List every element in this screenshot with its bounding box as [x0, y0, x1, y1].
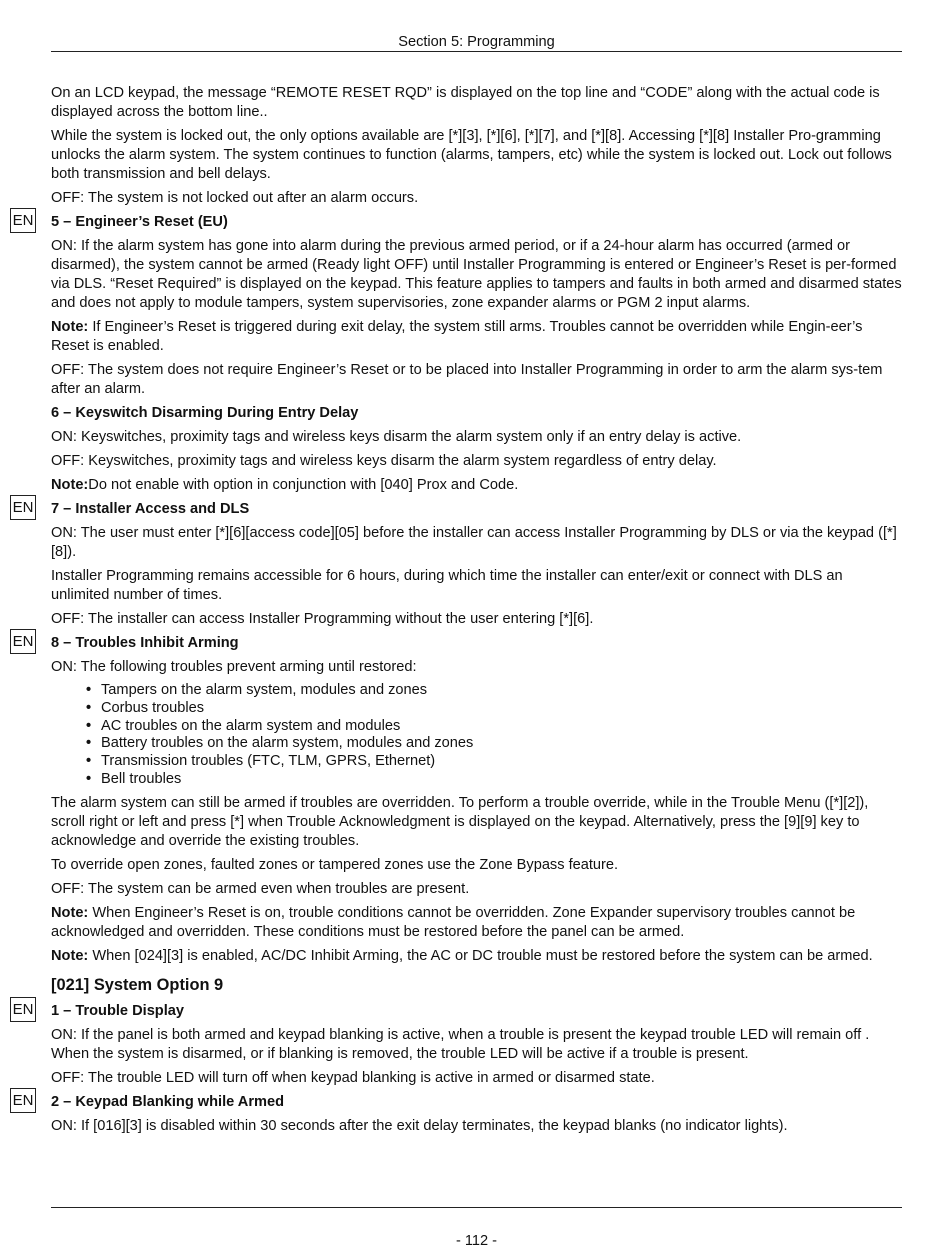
note-label: Note:: [51, 319, 89, 335]
en-badge: EN: [10, 495, 36, 520]
footer-rule: [51, 1207, 902, 1208]
paragraph: OFF: The trouble LED will turn off when keypad blanking is active in armed or disarmed state.: [51, 1069, 655, 1086]
option-heading-keypad-blanking: [12, 1091, 902, 1112]
note-label: Note:: [51, 947, 89, 964]
note-text: Do not enable with option in conjunction with [040] Prox and Code.: [88, 477, 519, 493]
list-item: • Transmission troubles (FTC, TLM, GPRS, Ethernet): [86, 753, 436, 770]
paragraph: ON: Keyswitches, proximity tags and wireless keys disarm the alarm system only if an entry delay is active.: [51, 429, 742, 445]
paragraph: OFF: The system does not require Engineer’s Reset or to be placed into Installer Programming in order to arm the alarm sys-tem after an alarm.: [51, 362, 883, 397]
option-heading-keyswitch: [51, 404, 902, 423]
heading-text: 8 – Troubles Inhibit Arming: [51, 635, 239, 651]
paragraph: OFF: The installer can access Installer Programming without the user entering [*][6].: [51, 611, 594, 627]
list-item: • Tampers on the alarm system, modules and zones: [86, 682, 428, 698]
heading-text: 2 – Keypad Blanking while Armed: [51, 1093, 285, 1110]
paragraph: ON: If the alarm system has gone into alarm during the previous armed period, or if a 24-hour alarm has occurred (armed or disarmed), the system cannot be armed (Ready light OFF) until Installer Programming is entered or Engineer’s Reset is per-formed via DLS. “Reset Required” is displayed on the keypad. This feature applies to tampers and faults in both armed and disarmed states and does not apply to module tampers, system supervisories, zone expander alarms or PGM 2 input alarms.: [51, 238, 902, 311]
paragraph: Installer Programming remains accessible for 6 hours, during which time the installer can enter/exit or connect with DLS an unlimited number of times.: [51, 568, 843, 603]
list-item: • Corbus troubles: [86, 699, 205, 716]
list-item: • AC troubles on the alarm system and modules: [86, 717, 401, 734]
paragraph: ON: If [016][3] is disabled within 30 seconds after the exit delay terminates, the keypad blanks (no indicator lights).: [51, 1117, 788, 1134]
heading-text: 5 – Engineer’s Reset (EU): [51, 214, 228, 230]
paragraph: ON: The following troubles prevent arming until restored:: [51, 659, 417, 675]
note-text: When Engineer’s Reset is on, trouble conditions cannot be overridden. Zone Expander supervisory troubles cannot be acknowledged and overridden. These conditions must be restored before the panel can be armed.: [51, 904, 856, 940]
paragraph: OFF: The system is not locked out after an alarm occurs.: [51, 190, 419, 206]
heading-text: 1 – Trouble Display: [51, 1002, 185, 1019]
section-heading-021: [021] System Option 9: [51, 975, 224, 994]
option-heading-engineers-reset: [12, 212, 902, 232]
option-heading-trouble-display: [12, 1000, 902, 1021]
paragraph: While the system is locked out, the only options available are [*][3], [*][6], [*][7], and [*][8]. Accessing [*][8] Installer Pro-gramming unlocks the alarm system. The system continues to function (alarms, tampers, etc) while the system is locked out. Lock out follows both transmission and bell delays.: [51, 128, 892, 182]
note: [51, 318, 902, 356]
en-badge: EN: [10, 208, 36, 233]
page-body: [12, 84, 902, 1141]
option-heading-installer-access: [12, 499, 902, 519]
note: [51, 904, 902, 942]
paragraph: ON: If the panel is both armed and keypad blanking is active, when a trouble is present the keypad trouble LED will remain off . When the system is disarmed, or if blanking is removed, the trouble LED will be active if a trouble is present.: [51, 1026, 870, 1062]
note-label: Note:: [51, 477, 89, 493]
list-item: • Bell troubles: [86, 770, 182, 787]
en-badge: EN: [10, 997, 36, 1022]
list-item: • Battery troubles on the alarm system, modules and zones: [86, 735, 474, 752]
note: [51, 947, 902, 966]
note: [51, 476, 902, 495]
heading-text: 6 – Keyswitch Disarming During Entry Delay: [51, 405, 359, 421]
paragraph: ON: The user must enter [*][6][access code][05] before the installer can access Installer Programming by DLS or via the keypad ([*][8]).: [51, 525, 897, 560]
page-number: - 112 -: [455, 1233, 498, 1249]
en-badge: EN: [10, 629, 36, 654]
paragraph: OFF: The system can be armed even when troubles are present.: [51, 880, 470, 897]
heading-text: 7 – Installer Access and DLS: [51, 501, 250, 517]
paragraph: To override open zones, faulted zones or tampered zones use the Zone Bypass feature.: [51, 856, 619, 873]
en-badge: EN: [10, 1088, 36, 1113]
note-text: When [024][3] is enabled, AC/DC Inhibit Arming, the AC or DC trouble must be restored before the system can be armed.: [88, 947, 873, 964]
page-header: Section 5: Programming: [398, 34, 555, 50]
trouble-list: [51, 682, 902, 789]
header-rule: [51, 51, 902, 52]
paragraph: On an LCD keypad, the message “REMOTE RESET RQD” is displayed on the top line and “CODE” along with the actual code is displayed across the bottom line..: [51, 85, 880, 120]
note-text: If Engineer’s Reset is triggered during exit delay, the system still arms. Troubles cannot be overridden while Engin-eer’s Reset is enabled.: [51, 319, 863, 354]
paragraph: The alarm system can still be armed if troubles are overridden. To perform a trouble override, while in the Trouble Menu ([*][2]), scroll right or left and press [*] when Trouble Acknowledgment is displayed on the keypad. Alternatively, press the [9][9] key to acknowledge and override the existing troubles.: [51, 794, 869, 849]
option-heading-troubles-inhibit: [12, 633, 902, 653]
paragraph: OFF: Keyswitches, proximity tags and wireless keys disarm the alarm system regardless of entry delay.: [51, 453, 717, 469]
note-label: Note:: [51, 904, 89, 921]
